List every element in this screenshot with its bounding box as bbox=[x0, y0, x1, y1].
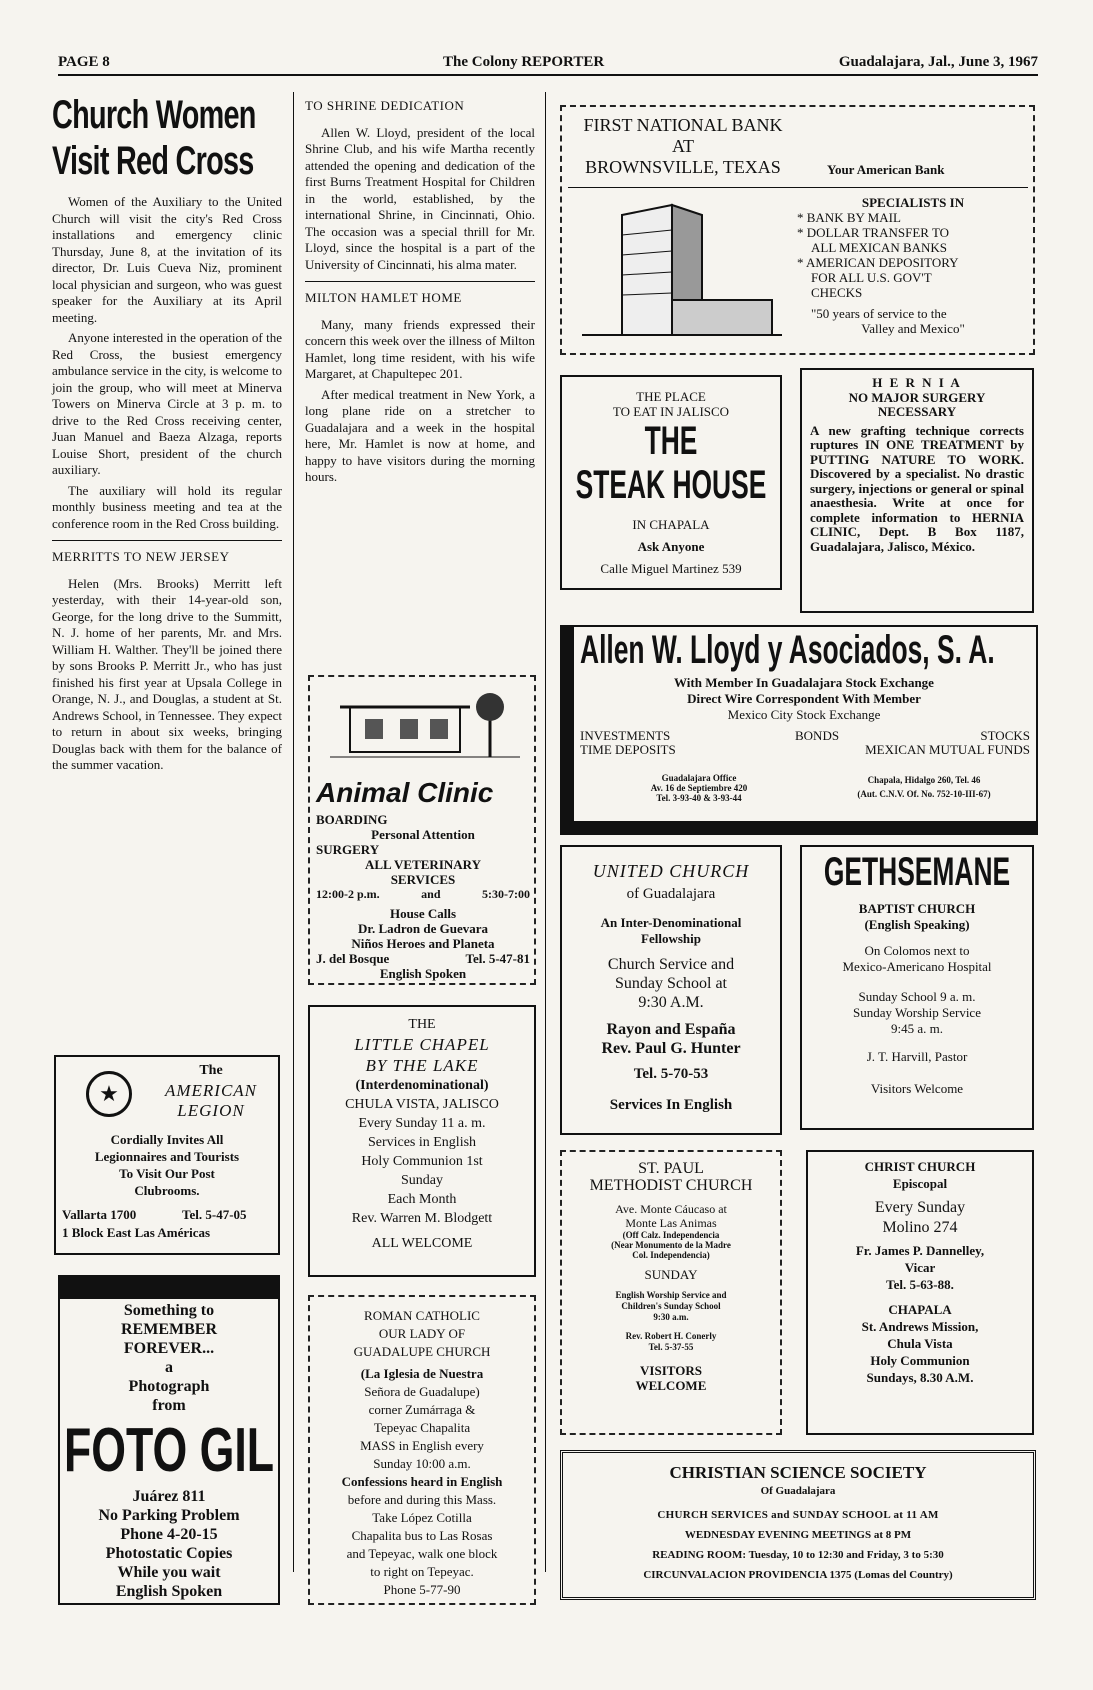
christ-church-ad: CHRIST CHURCH Episcopal Every Sunday Molino 274 Fr. James P. Dannelley, Vicar Tel. 5-63-88. CHAPALA St. Andrews Mission, Chula Vista Holy Communion Sundays, 8.30 A.M. bbox=[806, 1150, 1034, 1435]
page-header bbox=[58, 52, 1038, 76]
article-text: Allen W. Lloyd, president of the local Shrine Club, and his wife Martha recently attended the opening and dedication of the first Burns Treatment Hospital for Children in the world, established, by the international Shrine, in Cincinnati, Ohio. The occasion was a special thrill for Mr. Lloyd, since the hospital is a part of the University of Cincinnati, his alma mater. bbox=[305, 124, 535, 272]
column-1 bbox=[52, 92, 282, 778]
article-text: Anyone interested in the operation of the Red Cross, the busiest emergency ambulance service in the city, is welcome to join the group, who will meet at Minerva Towers on Minerva Circle at 3 p. m. to drive to the Red Cross receiving center, Juan Manuel and Baeza Alzaga, reports Louise Short, president of the church auxiliary. bbox=[52, 330, 282, 477]
subheading: MERRITTS TO NEW JERSEY bbox=[52, 549, 230, 564]
subheading: MILTON HAMLET HOME bbox=[305, 290, 462, 305]
legion-emblem-icon: ★ bbox=[86, 1071, 132, 1117]
christian-science-ad: CHRISTIAN SCIENCE SOCIETY Of Guadalajara CHURCH SERVICES and SUNDAY SCHOOL at 11 AM WEDNESDAY EVENING MEETINGS at 8 PM READING ROOM: Tuesday, 10 to 12:30 and Friday, 3 to 5:30 CIRCUNVALACION PROVIDENCIA 1375 (Lomas del Country) bbox=[560, 1450, 1036, 1600]
gethsemane-ad: GETHSEMANE BAPTIST CHURCH (English Speaking) On Colomos next to Mexico-Americano Hospital Sunday School 9 a. m. Sunday Worship Service 9:45 a. m. J. T. Harvill, Pastor Visitors Welcome bbox=[800, 845, 1034, 1130]
article-text: Many, many friends expressed their concern this week over the illness of Milton Hamlet, long time resident, with his wife Margaret, at Chapultepec 201. bbox=[305, 316, 535, 381]
american-legion-ad: ★ The AMERICAN LEGION Cordially Invites All Legionnaires and Tourists To Visit Our Post Clubrooms. Vallarta 1700 Tel. 5-47-05 1 Block East Las Américas bbox=[54, 1055, 280, 1255]
article-text: After medical treatment in New York, a long plane ride on a stretcher to Guadalajara and a week in the hospital here, Mr. Hamlet is now at home, and happy to have visitors during the morning hours. bbox=[305, 386, 535, 484]
article-text: Women of the Auxiliary to the United Church will visit the city's Red Cross installations and emergency clinic Thursday, June 8, at the invitation of its director, Dr. Luis Cueva Niz, prominent local physician and surgeon, who was guest speaker for the Auxiliary at its April meeting. bbox=[52, 194, 282, 325]
little-chapel-ad: THE LITTLE CHAPEL BY THE LAKE (Interdenominational) CHULA VISTA, JALISCO Every Sunday 11 a. m. Services in English Holy Communion 1st Sunday Each Month Rev. Warren M. Blodgett ALL WELCOME bbox=[308, 1005, 536, 1277]
article-text: Helen (Mrs. Brooks) Merritt left yesterday, with their 14-year-old son, George, for the long drive to the Summitt, N. J. home of her parents, Mr. and Mrs. William H. Walther. They'll be joined there by sons Brooks P. Merritt Jr., who has just finished his first year at Upsala College in Orange, N. J., and Douglas, a student at St. Andrews School, in Tennessee. They expect to return in about six weeks, bringing Douglas back with them for the balance of the summer vacation. bbox=[52, 575, 282, 772]
headline: Church Women Visit Red Cross bbox=[52, 93, 256, 183]
article-text: The auxiliary will hold its regular monthly business meeting and tea at the conference room in the Red Cross building. bbox=[52, 482, 282, 531]
steak-house-ad: THE PLACE TO EAT IN JALISCO THE STEAK HOUSE IN CHAPALA Ask Anyone Calle Miguel Martinez 539 bbox=[560, 375, 782, 590]
foto-gil-ad: Something to REMEMBER FOREVER... a Photograph from FOTO GIL Juárez 811 No Parking Problem Phone 4-20-15 Photostatic Copies While you wait English Spoken bbox=[58, 1295, 280, 1605]
united-church-ad: UNITED CHURCH of Guadalajara An Inter-Denominational Fellowship Church Service and Sunday School at 9:30 A.M. Rayon and España Rev. Paul G. Hunter Tel. 5-70-53 Services In English bbox=[560, 845, 782, 1135]
bank-building-illustration bbox=[582, 195, 782, 345]
column-2 bbox=[305, 98, 535, 490]
subheading: TO SHRINE DEDICATION bbox=[305, 98, 465, 113]
masthead: The Colony REPORTER bbox=[443, 54, 605, 70]
hernia-clinic-ad: H E R N I A NO MAJOR SURGERY NECESSARY A new grafting technique corrects ruptures IN ONE TREATMENT by PUTTING NATURE TO WORK. Discovered by a specialist. No drastic surgery, injections or general or spinal anaesthesia. Write at once for complete information to HERNIA CLINIC, Dept. B Box 1187, Guadalajara, Jalisco, México. bbox=[800, 368, 1034, 613]
st-paul-methodist-ad: ST. PAUL METHODIST CHURCH Ave. Monte Cáucaso at Monte Las Animas (Off Calz. Independencia (Near Monumento de la Madre Col. Independencia) SUNDAY English Worship Service and Children's Sunday School 9:30 a.m. Rev. Robert H. Conerly Tel. 5-37-55 VISITORS WELCOME bbox=[560, 1150, 782, 1435]
animal-clinic-ad: Animal Clinic BOARDING Personal Attention SURGERY ALL VETERINARY SERVICES 12:00-2 p.m. and 5:30-7:00 House Calls Dr. Ladron de Guevara Niños Heroes and Planeta J. del Bosque Tel. 5-47-81 English Spoken bbox=[308, 675, 536, 985]
page-number: PAGE 8 bbox=[58, 54, 110, 70]
first-national-bank-ad: FIRST NATIONAL BANK AT BROWNSVILLE, TEXAS Your American Bank SPECIALISTS IN * BANK BY MAIL * DOLLAR TRANSFER TO ALL MEXICAN BANKS * AMERICAN DEPOSITORY FOR ALL U.S. GOV'T CHECKS "50 years of service to the Valley and Mexico" bbox=[560, 105, 1035, 355]
roman-catholic-ad: ROMAN CATHOLIC OUR LADY OF GUADALUPE CHURCH (La Iglesia de Nuestra Señora de Guadalupe) corner Zumárraga & Tepeyac Chapalita MASS in English every Sunday 10:00 a.m. Confessions heard in English before and during this Mass. Take López Cotilla Chapalita bus to Las Rosas and Tepeyac, walk one block to right on Tepeyac. Phone 5-77-90 bbox=[308, 1295, 536, 1605]
lloyd-asociados-ad: Allen W. Lloyd y Asociados, S. A. With Member In Guadalajara Stock Exchange Direct Wire Correspondent With Member Mexico City Stock Exchange INVESTMENTS BONDS STOCKS TIME DEPOSITS MEXICAN MUTUAL FUNDS Guadalajara Office Av. 16 de Septiembre 420 Tel. 3-93-40 & 3-93-44 Chapala, Hidalgo 260, Tel. 46 (Aut. C.N.V. Of. No. 752-10-III-67) bbox=[560, 625, 1038, 835]
dateline: Guadalajara, Jal., June 3, 1967 bbox=[838, 54, 1038, 70]
foto-gil-name: FOTO GIL bbox=[64, 1416, 274, 1485]
clinic-building-illustration bbox=[330, 687, 520, 767]
